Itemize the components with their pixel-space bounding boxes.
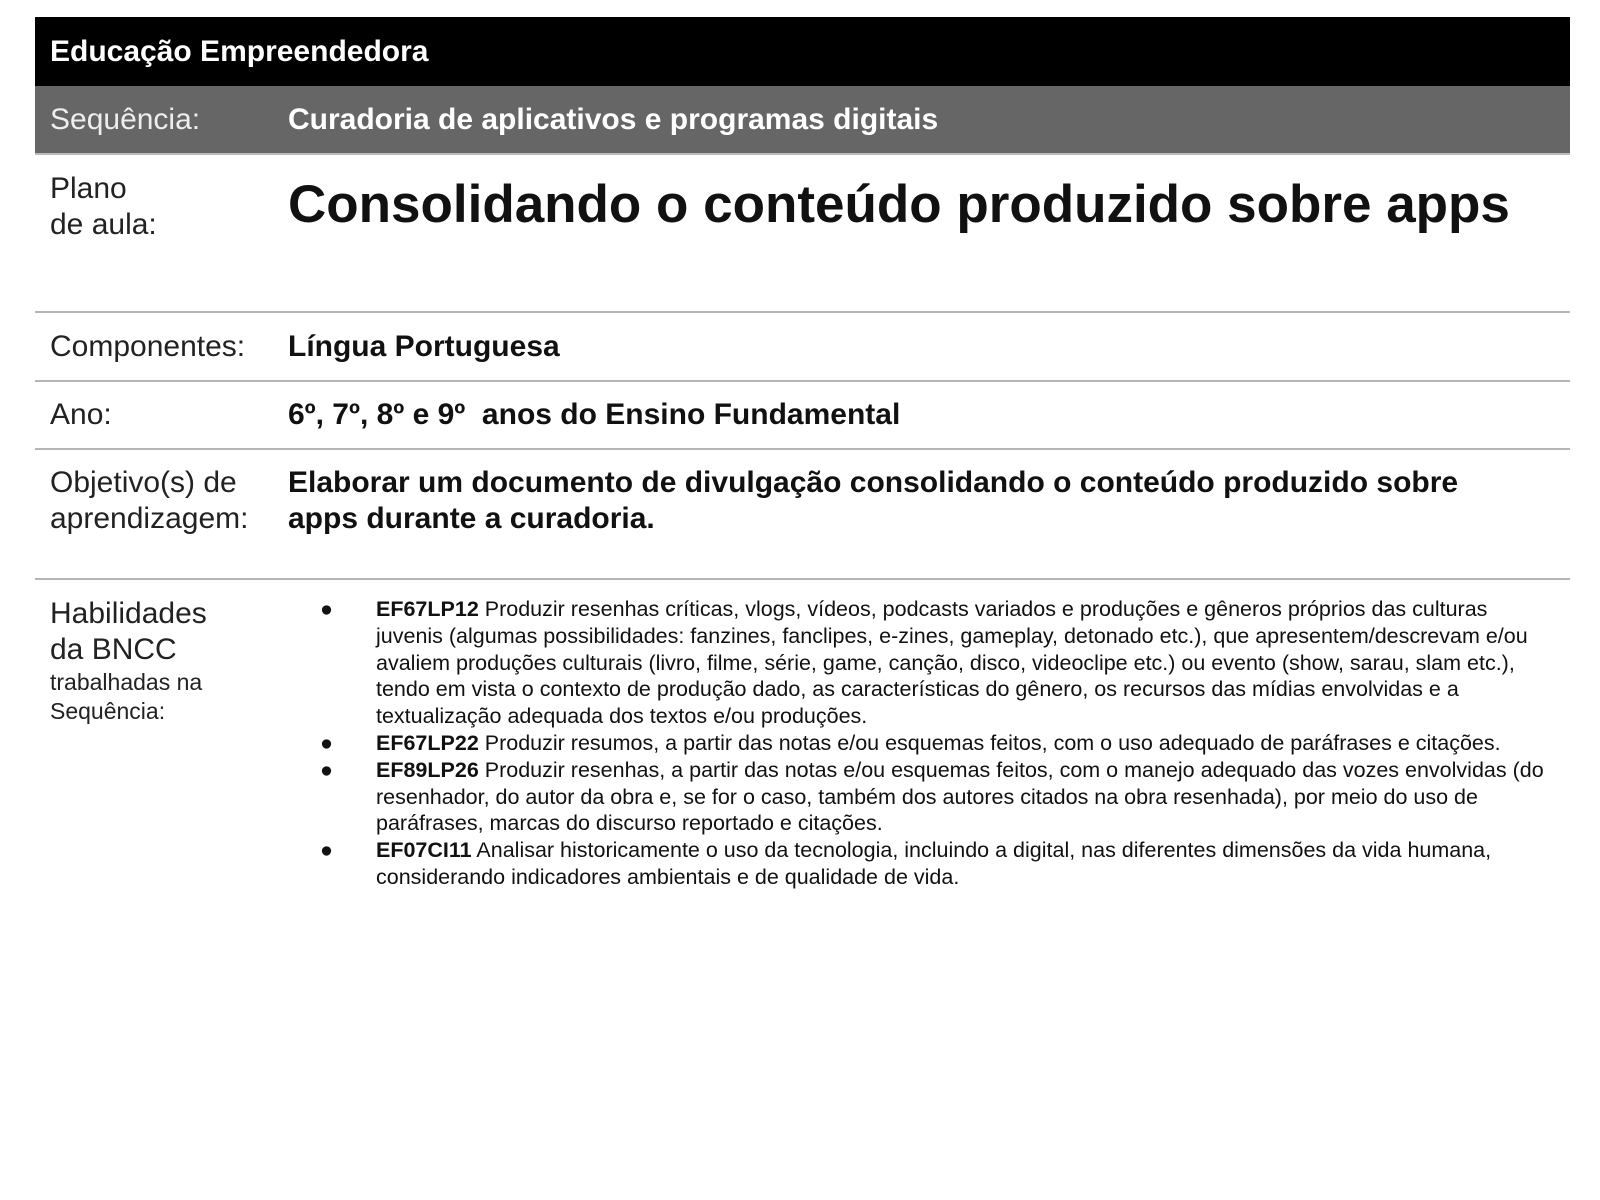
skill-text: Analisar historicamente o uso da tecnologia, incluindo a digital, nas diferentes dimensões da vida humana, considerando indicadores ambientais e de qualidade de vida. bbox=[376, 838, 1492, 889]
skill-text: Produzir resenhas, a partir das notas e/ou esquemas feitos, com o manejo adequado das vozes envolvidas (do resenhador, do autor da obra e, se for o caso, também dos autores citados na obra resenhada), por meio do uso de paráfrases, marcas do discurso reportado e citações. bbox=[376, 757, 1544, 836]
bullet-icon: ● bbox=[320, 597, 333, 621]
componentes-value: Língua Portuguesa bbox=[288, 329, 560, 363]
skill-code: EF89LP26 bbox=[376, 757, 479, 782]
objetivo-value: Elaborar um documento de divulgação consolidando o conteúdo produzido sobre apps durante a curadoria. bbox=[288, 466, 1459, 535]
habilidades-label-line3: trabalhadas na bbox=[50, 669, 203, 695]
componentes-label: Componentes: bbox=[50, 329, 246, 363]
habilidades-label-line1: Habilidades bbox=[50, 597, 207, 630]
list-item bbox=[288, 757, 1570, 837]
objetivo-label-line2: aprendizagem: bbox=[50, 502, 249, 535]
skill-code: EF67LP22 bbox=[376, 730, 479, 755]
bullet-icon: ● bbox=[320, 838, 333, 863]
objetivo-label bbox=[35, 465, 288, 578]
list-item bbox=[288, 837, 1570, 891]
sequencia-row bbox=[35, 86, 1570, 155]
skill-code: EF67LP12 bbox=[376, 597, 479, 621]
sequencia-value: Curadoria de aplicativos e programas digitais bbox=[288, 102, 939, 136]
habilidades-label-line2: da BNCC bbox=[50, 633, 177, 666]
skills-list bbox=[288, 596, 1570, 891]
habilidades-label bbox=[35, 596, 288, 891]
bullet-icon: ● bbox=[320, 757, 333, 782]
ano-label: Ano: bbox=[50, 398, 112, 431]
plano-label bbox=[35, 171, 288, 311]
objetivo-row bbox=[35, 450, 1570, 580]
habilidades-row bbox=[35, 580, 1570, 891]
habilidades-label-line4: Sequência: bbox=[50, 698, 166, 724]
lesson-plan-table bbox=[35, 17, 1570, 891]
sequencia-label: Sequência: bbox=[50, 102, 201, 136]
program-title: Educação Empreendedora bbox=[35, 17, 1570, 86]
objetivo-label-line1: Objetivo(s) de bbox=[50, 466, 237, 499]
ano-row bbox=[35, 382, 1570, 450]
skill-code: EF07CI11 bbox=[376, 838, 472, 863]
plano-label-line1: Plano bbox=[50, 172, 127, 205]
skill-text: Produzir resumos, a partir das notas e/ou esquemas feitos, com o uso adequado de paráfrases e citações. bbox=[478, 730, 1501, 755]
list-item bbox=[288, 730, 1570, 757]
list-item bbox=[288, 596, 1570, 730]
ano-value: 6º, 7º, 8º e 9º anos do Ensino Fundamental bbox=[288, 398, 901, 431]
lesson-title: Consolidando o conteúdo produzido sobre apps bbox=[288, 175, 1510, 234]
plano-label-line2: de aula: bbox=[50, 208, 157, 241]
skill-text: Produzir resenhas críticas, vlogs, vídeos, podcasts variados e produções e gêneros próprios das culturas juvenis (algumas possibilidades: fanzines, fanclipes, e-zines, gameplay, detonado etc.), que apresentem/descrevam e/ou avaliem produções culturais (livro, filme, série, game, canção, disco, videoclipe etc.) ou evento (show, sarau, slam etc.), tendo em vista o contexto de produção dado, as características do gênero, os recursos das mídias envolvidas e a textualização adequada dos textos e/ou produções. bbox=[376, 597, 1528, 729]
plano-row bbox=[35, 155, 1570, 313]
bullet-icon: ● bbox=[320, 730, 333, 755]
componentes-row bbox=[35, 313, 1570, 382]
